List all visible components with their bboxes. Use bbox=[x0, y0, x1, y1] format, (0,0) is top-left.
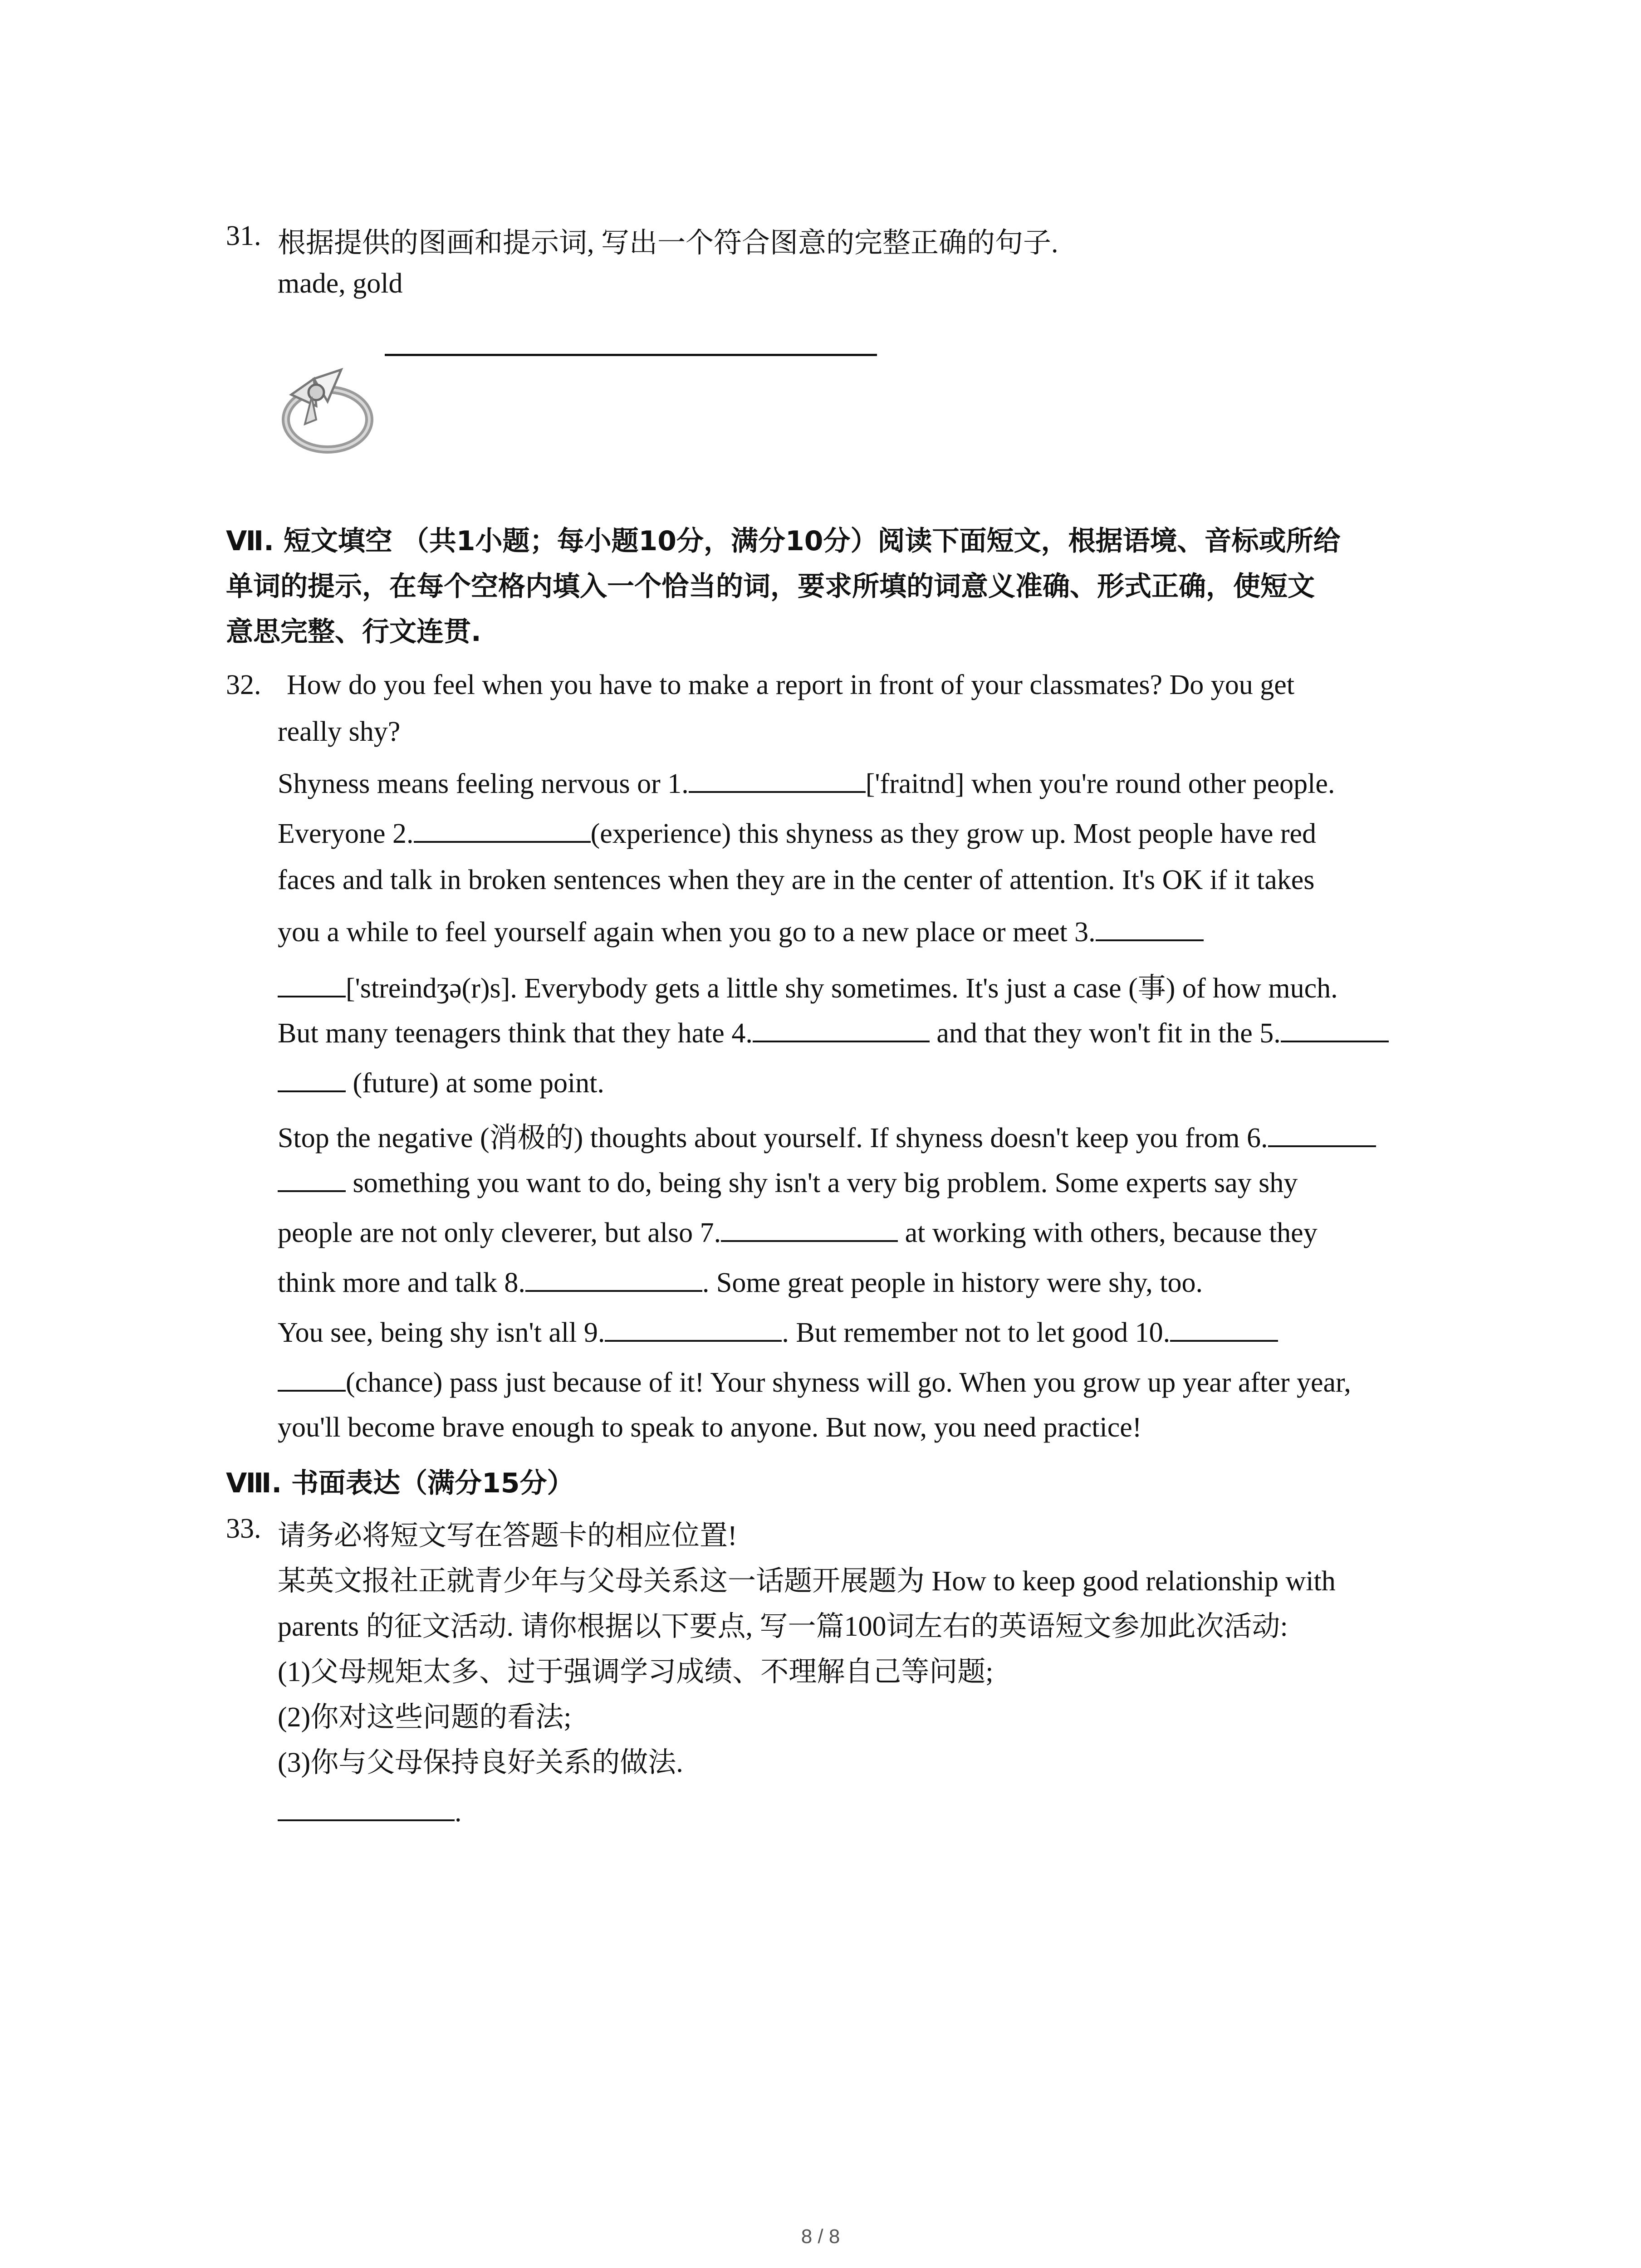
ring-with-bow-icon bbox=[273, 352, 382, 460]
question-31-answer-line[interactable] bbox=[385, 354, 877, 356]
blank-4[interactable] bbox=[753, 1015, 930, 1042]
blank-10-part2[interactable] bbox=[278, 1364, 346, 1392]
passage-line bbox=[278, 1364, 1351, 1399]
passage-text: ['fraitnd] when you're round other people. bbox=[865, 768, 1335, 799]
passage-text: . Some great people in history were shy, too. bbox=[702, 1267, 1203, 1298]
passage-text: at working with others, because they bbox=[898, 1217, 1318, 1248]
blank-6-part2[interactable] bbox=[278, 1165, 346, 1192]
passage-line bbox=[278, 1215, 1318, 1249]
question-31-instruction: 根据提供的图画和提示词, 写出一个符合图意的完整正确的句子. bbox=[278, 228, 1058, 259]
blank-2[interactable] bbox=[414, 816, 591, 843]
question-33-line: 某英文报社正就青少年与父母关系这一话题开展题为 How to keep good relationship with bbox=[278, 1566, 1336, 1597]
passage-line bbox=[278, 1115, 1376, 1155]
essay-blank[interactable] bbox=[278, 1794, 455, 1821]
section-7-heading-line2: 单词的提示，在每个空格内填入一个恰当的词，要求所填的词意义准确、形式正确，使短文 bbox=[226, 571, 1315, 602]
question-33-end: . bbox=[455, 1796, 462, 1828]
passage-text: Shyness means feeling nervous or 1. bbox=[278, 768, 689, 799]
passage-line: really shy? bbox=[278, 716, 401, 747]
passage-text: (chance) pass just because of it! Your shyness will go. When you grow up year after year, bbox=[346, 1367, 1351, 1398]
passage-line bbox=[278, 1015, 1389, 1050]
passage-line bbox=[278, 965, 1338, 1006]
passage-line bbox=[278, 1165, 1298, 1199]
passage-text: Everyone 2. bbox=[278, 818, 414, 849]
passage-line bbox=[278, 766, 1335, 800]
passage-text: You see, being shy isn't all 9. bbox=[278, 1317, 605, 1348]
passage-text: think more and talk 8. bbox=[278, 1267, 525, 1298]
passage-text: something you want to do, being shy isn't a very big problem. Some experts say shy bbox=[346, 1167, 1298, 1198]
question-33-number: 33. bbox=[226, 1513, 261, 1544]
question-33-answer-line bbox=[278, 1794, 462, 1828]
passage-text: people are not only cleverer, but also 7. bbox=[278, 1217, 721, 1248]
question-31-keywords: made, gold bbox=[278, 268, 403, 299]
passage-text: and that they won't fit in the 5. bbox=[929, 1017, 1281, 1049]
question-33-line: parents 的征文活动. 请你根据以下要点, 写一篇100词左右的英语短文参加此次活动: bbox=[278, 1611, 1288, 1642]
passage-line bbox=[278, 1065, 604, 1100]
blank-9[interactable] bbox=[605, 1315, 782, 1342]
question-32-number: 32. bbox=[226, 670, 261, 700]
passage-line: How do you feel when you have to make a report in front of your classmates? Do you get bbox=[287, 670, 1295, 700]
question-31-number: 31. bbox=[226, 220, 261, 251]
passage-text: Stop the negative (消极的) thoughts about yourself. If shyness doesn't keep you from 6. bbox=[278, 1123, 1268, 1154]
blank-3-part2[interactable] bbox=[278, 970, 346, 997]
page-number: 8 / 8 bbox=[801, 2225, 840, 2248]
blank-5-part1[interactable] bbox=[1281, 1015, 1389, 1042]
passage-line: faces and talk in broken sentences when they are in the center of attention. It's OK if it takes bbox=[278, 865, 1315, 895]
passage-line: you'll become brave enough to speak to anyone. But now, you need practice! bbox=[278, 1412, 1142, 1443]
question-33-line: (1)父母规矩太多、过于强调学习成绩、不理解自己等问题; bbox=[278, 1657, 994, 1687]
section-7-heading-line3: 意思完整、行文连贯. bbox=[226, 616, 481, 648]
passage-text: . But remember not to let good 10. bbox=[782, 1317, 1171, 1348]
passage-text: ['streindʒə(r)s]. Everybody gets a little shy sometimes. It's just a case (事) of how much. bbox=[346, 973, 1338, 1004]
passage-line bbox=[278, 914, 1204, 948]
blank-5-part2[interactable] bbox=[278, 1065, 346, 1092]
passage-line bbox=[278, 816, 1316, 850]
section-7-heading-line1: Ⅶ. 短文填空 （共1小题；每小题10分，满分10分）阅读下面短文，根据语境、音标或所给 bbox=[226, 525, 1341, 557]
passage-text: But many teenagers think that they hate 4. bbox=[278, 1017, 753, 1049]
blank-3-part1[interactable] bbox=[1096, 914, 1204, 941]
blank-1[interactable] bbox=[689, 766, 866, 793]
passage-text: (experience) this shyness as they grow up. Most people have red bbox=[590, 818, 1317, 849]
passage-text: (future) at some point. bbox=[346, 1067, 604, 1099]
blank-6-part1[interactable] bbox=[1268, 1120, 1376, 1147]
section-8-heading: Ⅷ. 书面表达（满分15分） bbox=[226, 1467, 574, 1499]
question-33-line: (3)你与父母保持良好关系的做法. bbox=[278, 1747, 683, 1778]
passage-text: you a while to feel yourself again when you go to a new place or meet 3. bbox=[278, 916, 1096, 948]
blank-7[interactable] bbox=[721, 1215, 898, 1242]
blank-10-part1[interactable] bbox=[1170, 1315, 1278, 1342]
blank-8[interactable] bbox=[525, 1265, 702, 1292]
question-33-line: (2)你对这些问题的看法; bbox=[278, 1702, 572, 1733]
passage-line bbox=[278, 1265, 1203, 1299]
question-33-line: 请务必将短文写在答题卡的相应位置! bbox=[278, 1520, 737, 1551]
passage-line bbox=[278, 1315, 1278, 1349]
